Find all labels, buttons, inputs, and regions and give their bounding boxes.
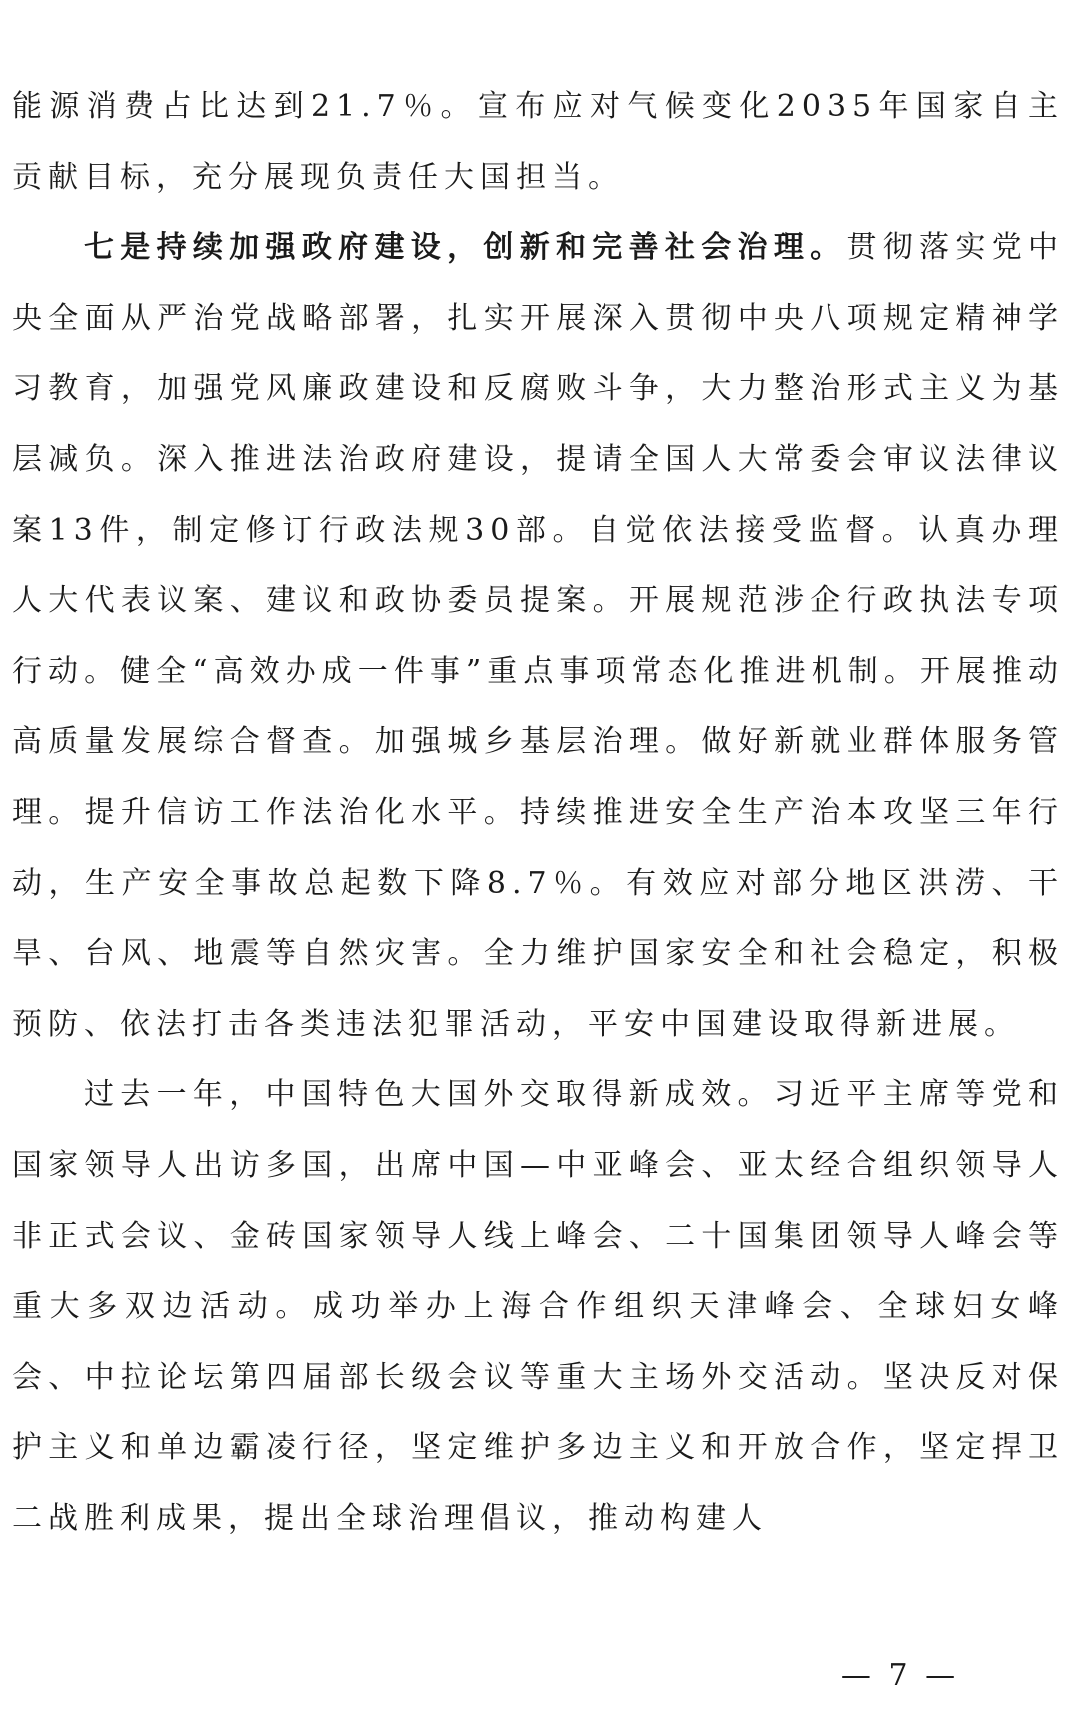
paragraph-text: 过去一年，中国特色大国外交取得新成效。习近平主席等党和国家领导人出访多国，出席中国—中亚峰会、亚太经合组织领导人非正式会议、金砖国家领导人线上峰会、二十国集团领导人峰会等重大多双边活动。成功举办上海合作组织天津峰会、全球妇女峰会、中拉论坛第四届部长级会议等重大主场外交活动。坚决反对保护主义和单边霸凌行径，坚定维护多边主义和开放合作，坚定捍卫二战胜利成果，提出全球治理倡议，推动构建人 <box>12 1077 1064 1536</box>
paragraph-diplomacy <box>12 1060 1064 1554</box>
document-body <box>12 72 1064 1554</box>
paragraph-government-building <box>12 213 1064 1060</box>
paragraph-lead-heading: 七是持续加强政府建设，创新和完善社会治理。 <box>84 230 847 266</box>
paragraph-text: 能源消费占比达到21.7％。宣布应对气候变化2035年国家自主贡献目标，充分展现负责任大国担当。 <box>12 89 1064 195</box>
page-number: — 7 — <box>840 1658 960 1693</box>
paragraph-text: 贯彻落实党中央全面从严治党战略部署，扎实开展深入贯彻中央八项规定精神学习教育，加强党风廉政建设和反腐败斗争，大力整治形式主义为基层减负。深入推进法治政府建设，提请全国人大常委会审议法律议案13件，制定修订行政法规30部。自觉依法接受监督。认真办理人大代表议案、建议和政协委员提案。开展规范涉企行政执法专项行动。健全“高效办成一件事”重点事项常态化推进机制。开展推动高质量发展综合督查。加强城乡基层治理。做好新就业群体服务管理。提升信访工作法治化水平。持续推进安全生产治本攻坚三年行动，生产安全事故总起数下降8.7％。有效应对部分地区洪涝、干旱、台风、地震等自然灾害。全力维护国家安全和社会稳定，积极预防、依法打击各类违法犯罪活动，平安中国建设取得新进展。 <box>12 230 1065 1042</box>
paragraph-continuation <box>12 72 1064 213</box>
